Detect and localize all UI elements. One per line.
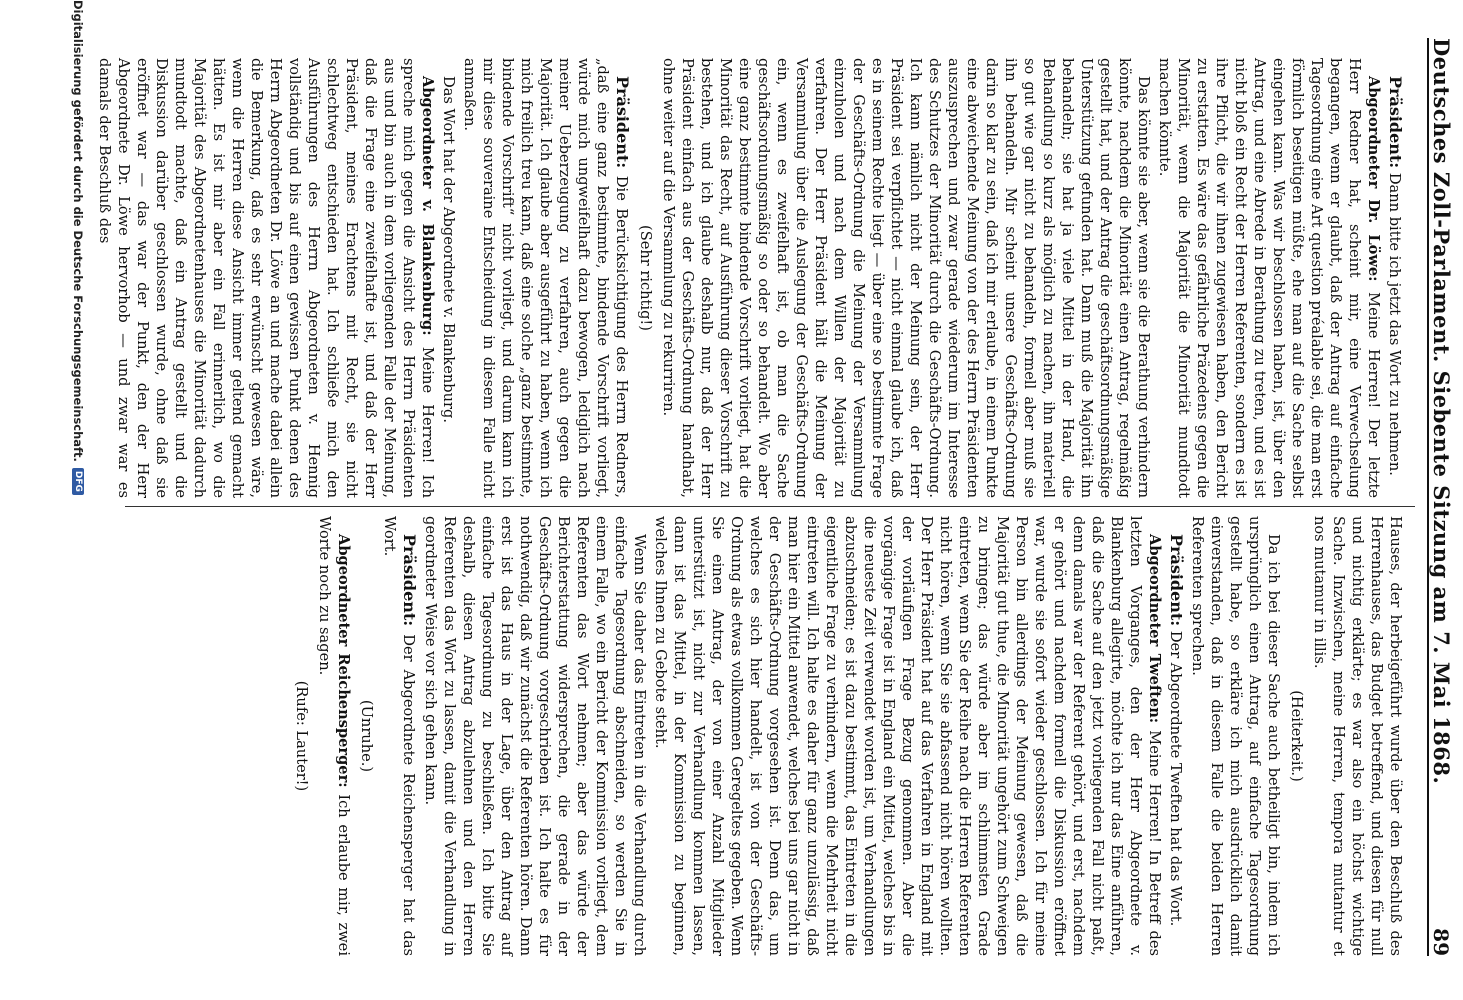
speaker-name: Abgeordneter Dr. Löwe: (1365, 76, 1382, 282)
speech-text: Das könnte sie aber, wenn sie die Berathung verhindern könnte, nachdem die Minorität einen Antrag, regelmäßig gestellt hat, und der Antrag die geschäftsordnungsmäßige Unterstützung gefunden hat. Dann muß die Majorität ihn behandeln; sie hat ja viele Mittel in der Hand, die Behandlung so kurz als möglich zu machen, ihn materiell so gut wie gar nicht zu behandeln, formell aber muß sie ihn behandeln. Mir scheint unsere Geschäfts-Ordnung darin so klar zu sein, daß ich mir erlaube, in einem Punkte eine abweichende Meinung von der des Herrn Präsidenten auszusprechen und zwar gerade wiederum im Interesse des Schutzes der Minorität durch die Geschäfts-Ordnung. Ich kann nämlich nicht der Meinung sein, der Herr Präsident sei verpflichtet — nicht einmal glaube ich, daß es in seinem Rechte liegt — über eine so bestimmte Frage der Geschäfts-Ordnung die Meinung der Versammlung einzuholen und nach dem Willen der Majorität zu verfahren. Der Herr Präsident hält die Meinung der Versammlung über die Auslegung der Geschäfts-Ordnung ein, wenn es zweifelhaft ist, ob man die Sache geschäftsordnungsmäßig so oder so behandelt. Wo aber eine ganz bestimmte bindende Vorschrift vorliegt, hat die Minorität das Recht, auf Ausführung dieser Vorschrift zu bestehen, und ich glaube deshalb nur, daß der Herr Präsident einfach aus der Geschäfts-Ordnung handhabt, ohne weiter auf die Versammlung zu rekurriren. (660, 58, 1152, 498)
interjection: (Unruhe.) (358, 699, 375, 773)
text-column-right (145, 516, 1405, 956)
paragraph (315, 516, 353, 956)
paragraph (439, 58, 458, 498)
paragraph (1188, 516, 1283, 956)
speaker-name: Abgeordneter v. Blankenburg: (419, 76, 436, 336)
speech-text: Dann bitte ich jetzt das Wort zu nehmen. (1386, 172, 1403, 476)
speaker-name: Präsident: (400, 534, 419, 627)
paragraph (651, 516, 1164, 956)
speech-text: Wenn Sie daher das Eintreten in die Verhandlung durch einfache Tagesordnung abschneiden, so werden Sie in einem Falle, wo ein Bericht der Kommission vorliegt, dem Referenten das Wort nehmen; aber das würde der Berichterstattung widersprechen, die gerade in der Geschäfts-Ordnung vorgeschrieben ist. Ich halte es für nothwendig, daß wir zunächst die Referenten hören. Dann erst ist das Haus in der Lage, über den Antrag auf einfache Tagesordnung zu beschließen. Ich bitte Sie deshalb, diesen Antrag abzulehnen und den Herren Referenten das Wort zu lassen, damit die Verhandlung in geordneter Weise vor sich gehen kann. (422, 516, 648, 956)
paragraph (460, 58, 632, 498)
interjection: (Heiterkeit.) (1288, 690, 1305, 782)
paragraph (1385, 58, 1405, 498)
speech-text: Die Berücksichtigung des Herrn Redners, „daß eine ganz bestimmte, bindende Vorschrift vorliegt, würde mich ungweifelhaft dazu bewogen, lediglich nach meiner Ueberzeugung zu verfahren, auch gegen die Majorität. Ich glaube aber ausgeführt zu haben, wenn ich mich freilich treu kann, daß eine solche „ganz bestimmte, bindende Vorschrift“ nicht vorliegt, und darum kann ich mir diese souveraine Entscheidung in diesem Falle nicht anmaßen. (461, 58, 630, 498)
paragraph (1155, 58, 1383, 498)
footer-text: Digitalisierung gefördert durch die Deutsche Forschungsgemeinschaft. (71, 0, 85, 462)
paragraph (1310, 516, 1405, 956)
speech-text: Der Abgeordnete Reichensperger hat das Wort. (381, 516, 417, 957)
speech-text: Meine Herren! In Betreff des letzten Vorganges, den der Herr Abgeordnete v. Blankenburg allegirte, möchte ich nur das Eine anführen, daß die Sache auf den jetzt vorliegenden Fall nicht paßt, denn damals war der Referent gehört, und erst, nachdem er gehört und nachdem formell die Diskussion eröffnet war, wurde sie sofort wieder geschlossen. Ich für meine Person bin allerdings der Meinung gewesen, daß die Majorität gut thue, die Minorität ungehört zum Schweigen zu bringen; das würde aber im schlimmsten Grade eintreten, wenn Sie der Reihe nach die Herren Referenten nicht hören, wenn Sie sie abfassend nicht hören wollten. Der Herr Präsident hat auf das Verfahren in England mit der vorläufigen Frage Bezug genommen. Aber die vorgängige Frage ist in England ein Mittel, welches bis in die neueste Zeit verwendet worden ist, um Verhandlungen abzuschneiden; es ist dazu bestimmt, das Eintreten in die eigentliche Frage zu verhindern, wenn die Mehrheit nicht eintreten will. Ich halte es daher für ganz unzulässig, daß man hier ein Mittel anwendet, welches bei uns gar nicht in der Geschäfts-Ordnung vorgesehen ist. Denn das, um welches es sich hier handelt, ist von der Geschäfts-Ordnung als etwas vollkommen Geregeltes gegeben. Wenn Sie einen Antrag, der von einer Anzahl Mitglieder unterstützt ist, nicht zur Verhandlung kommen lassen, dann ist das Mittel, in der Kommission zu beginnen, welches Ihnen zu Gebote steht. (652, 516, 1163, 956)
page-title: Deutsches Zoll-Parlament. Siebente Sitzung am 7. Mai 1868. (1429, 38, 1454, 785)
digitization-footer (69, 0, 87, 1000)
paragraph (659, 58, 1153, 498)
interjection: (Sehr richtig!) (637, 225, 654, 331)
speaker-name: Abgeordneter Reichensperger: (335, 534, 352, 788)
scanned-page (63, 0, 1463, 1000)
text-column-left (96, 58, 1405, 498)
speech-text: Meine Herren! Der letzte Herr Redner hat, scheint mir, eine Verwechselung begangen, wenn er glaubt, daß der Antrag auf einfache Tagesordnung eine Art question préalable sei, die man erst förmlich beseitigen müßte, ehe man auf die Sache selbst eingehen kann. Was wir beschlossen haben, ist, über den Antrag, und eine Abrede in Berathung zu treten, und es ist nicht bloß ein Recht der Herren Referenten, sondern es ist ihre Pflicht, die wir ihnen zugewiesen haben, den Bericht zu erstatten. Es wäre das gefährliche Präzedens gegen die Minorität, wenn die Majorität die Minorität mundtodt machen könnte. (1156, 58, 1382, 498)
column-divider (125, 506, 1415, 507)
speaker-name: Abgeordneter Tweften: (1146, 534, 1163, 724)
speech-text: Der Abgeordnete Tweften hat das Wort. (1167, 630, 1184, 927)
paragraph (380, 516, 419, 956)
paragraph (421, 516, 649, 956)
page-header (1427, 38, 1461, 956)
speech-text: Ich erlaube mir, zwei Worte noch zu sagen. (316, 516, 352, 956)
speech-text: Da ich bei dieser Sache auch betheiligt bin, indem ich ursprünglich einen Antrag, auf einfache Tagesordnung gestellt habe, so erkläre ich mich ausdrücklich damit einverstanden, daß in diesem Falle die beiden Herren Referenten sprechen. (1189, 516, 1282, 956)
interjection: (Rufe: Lauter!) (293, 680, 310, 792)
speaker-name: Präsident: (613, 76, 632, 169)
speaker-name: Präsident: (1386, 76, 1405, 169)
speaker-name: Präsident: (1167, 534, 1186, 627)
speech-text: Das Wort hat der Abgeordnete v. Blankenburg. (440, 76, 457, 423)
paragraph (1166, 516, 1186, 956)
dfg-logo-icon: DFG (72, 468, 84, 495)
speech-text: Hauses, der herbeigeführt wurde über den Beschluß des Herrenhauses, das Budget betreffend, und diesen für null und nichtig erklärte; es war also ein höchst wichtige Sache. Inzwischen, meine Herren, tempora mutantur et nos mutamur in illis. (1311, 516, 1404, 956)
page-number: 89 (1429, 928, 1453, 956)
speech-text: Meine Herren! Ich spreche mich gegen die Ansicht des Herrn Präsidenten aus und bin auch in dem vorliegenden Falle der Meinung, daß die Frage eine zweifelhafte ist, und daß der Herr Präsident, meines Erachtens mit Recht, sie nicht schlechtweg entschieden hat. Ich schließe mich den Ausführungen des Herrn Abgeordneten v. Hennig vollständig und bis auf einen gewissen Punkt denen des Herrn Abgeordneten Dr. Löwe an und mache dabei allein die Bemerkung, daß es sehr erwünscht gewesen wäre, wenn die Herren diese Ansicht immer geltend gemacht hätten. Es ist mir aber ein Fall erinnerlich, wo die Majorität des Abgeordnetenhauses die Minorität dadurch mundtodt machte, daß ein Antrag gestellt und die Diskussion darüber geschlossen wurde, ohne daß sie eröffnet war — das war der Punkt, den der Herr Abgeordnete Dr. Löwe hervorhob — und zwar war es damals der Beschluß des (96, 58, 436, 498)
paragraph (95, 58, 437, 498)
